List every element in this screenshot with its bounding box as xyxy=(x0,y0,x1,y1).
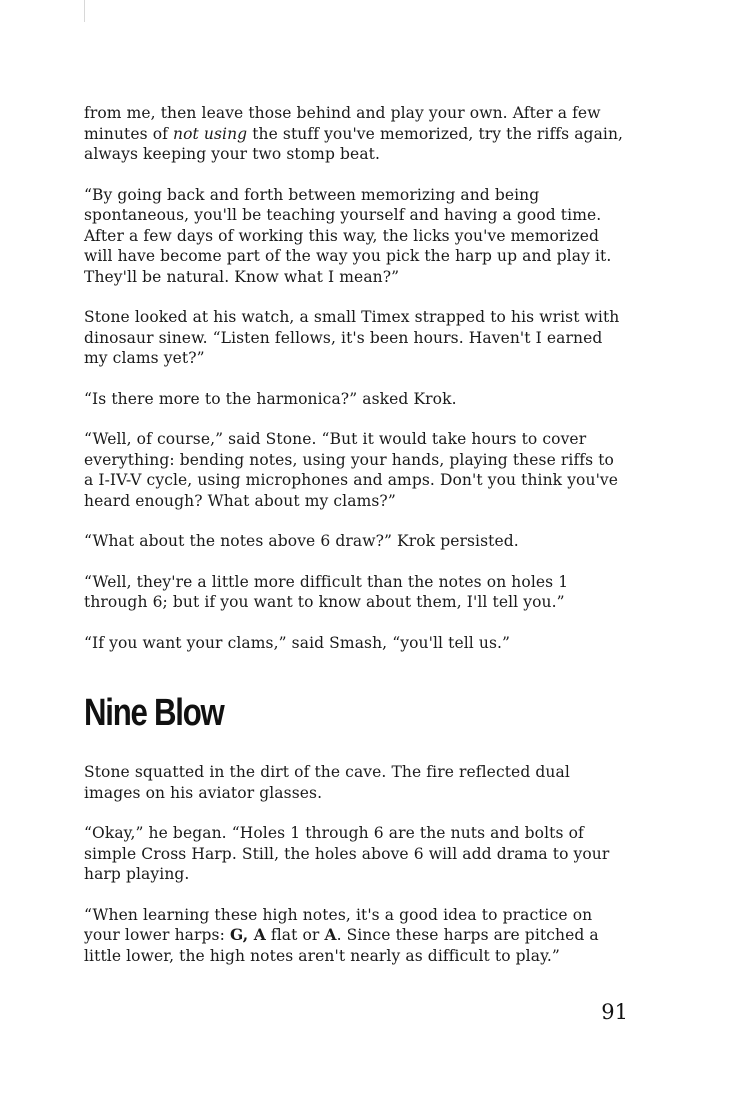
text-block-top xyxy=(84,103,624,653)
paragraph-9-text: Stone squatted in the dirt of the cave. The fire reflected dual images on his aviator glasses. xyxy=(84,763,570,802)
scan-margin-mark xyxy=(84,0,85,22)
paragraph-7 xyxy=(84,572,624,613)
paragraph-4 xyxy=(84,389,624,410)
paragraph-11 xyxy=(84,905,624,967)
text-block-bottom xyxy=(84,762,624,966)
paragraph-1 xyxy=(84,103,624,165)
paragraph-6 xyxy=(84,531,624,552)
section-heading: Nine Blow xyxy=(84,692,224,734)
paragraph-1-emphasis: not using xyxy=(173,124,248,143)
paragraph-2 xyxy=(84,185,624,288)
paragraph-7-text: “Well, they're a little more difficult than the notes on holes 1 through 6; but if you want to know about them, I'll tell you.” xyxy=(84,572,569,611)
paragraph-8-text: “If you want your clams,” said Smash, “you'll tell us.” xyxy=(84,633,511,652)
paragraph-11-text-c: . Since these harps are pitched a little lower, the high notes aren't nearly as difficult to play.” xyxy=(84,926,599,965)
paragraph-10-text: “Okay,” he began. “Holes 1 through 6 are the nuts and bolts of simple Cross Harp. Still, the holes above 6 will add drama to your harp playing. xyxy=(84,824,610,883)
paragraph-11-bold-b: A xyxy=(324,925,337,944)
paragraph-11-text-a: “When learning these high notes, it's a good idea to practice on your lower harps: xyxy=(84,905,593,944)
paragraph-10 xyxy=(84,823,624,885)
paragraph-9 xyxy=(84,762,624,803)
paragraph-6-text: “What about the notes above 6 draw?” Krok persisted. xyxy=(84,532,519,550)
paragraph-11-text-b: flat or xyxy=(265,926,325,944)
paragraph-3-text: Stone looked at his watch, a small Timex strapped to his wrist with dinosaur sinew. “Listen fellows, it's been hours. Haven't I earned my clams yet?” xyxy=(84,308,620,367)
paragraph-5-text: “Well, of course,” said Stone. “But it would take hours to cover everything: bending notes, using your hands, playing these riffs to a I-IV-V cycle, using microphones and amps. Don't you think you've heard enough? What about my clams?” xyxy=(84,430,619,510)
paragraph-8 xyxy=(84,633,624,654)
paragraph-5 xyxy=(84,429,624,511)
paragraph-4-text: “Is there more to the harmonica?” asked Krok. xyxy=(84,389,457,408)
paragraph-2-text: “By going back and forth between memorizing and being spontaneous, you'll be teaching yourself and having a good time. After a few days of working this way, the licks you've memorized will have become part of the way you pick the harp up and play it. They'll be natural. Know what I mean?” xyxy=(84,185,612,286)
paragraph-1-text-b: the stuff you've memorized, try the riffs again, always keeping your two stomp beat. xyxy=(84,124,624,163)
paragraph-1-text-a: from me, then leave those behind and play your own. After a few minutes of xyxy=(84,104,601,143)
paragraph-11-bold-a: G, A xyxy=(229,925,266,944)
paragraph-3 xyxy=(84,307,624,369)
page-number: 91 xyxy=(601,1000,628,1024)
